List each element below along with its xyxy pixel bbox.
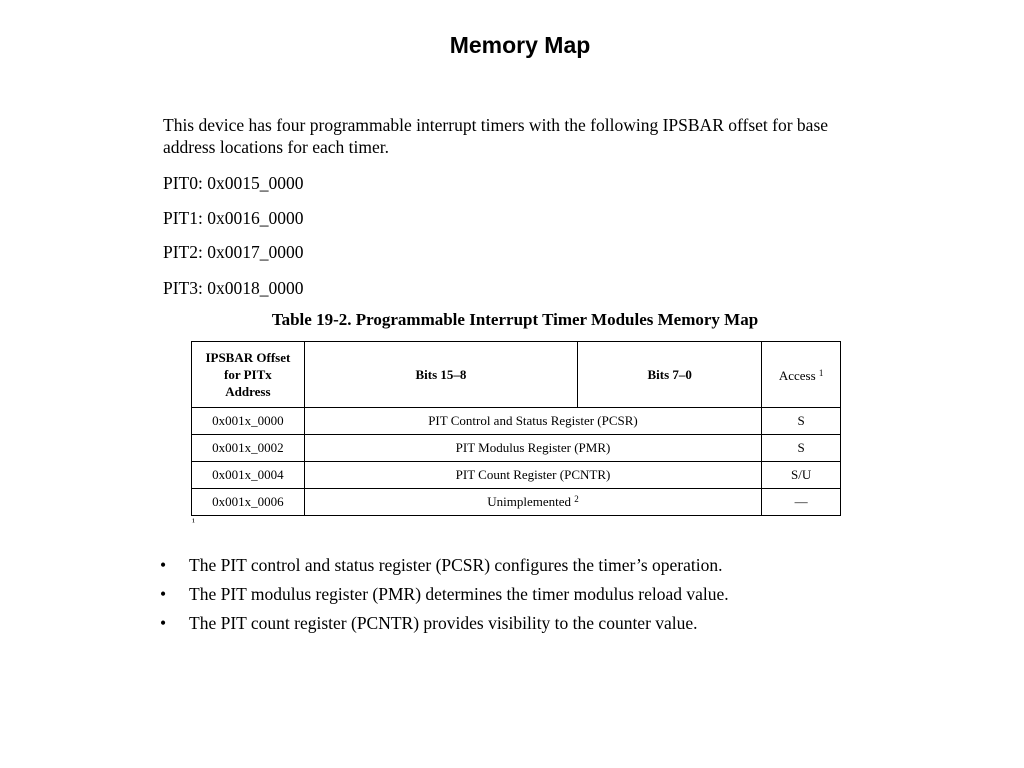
memory-map-table xyxy=(191,341,841,516)
bullet-list xyxy=(160,553,729,640)
cell-register: PIT Control and Status Register (PCSR) xyxy=(304,408,761,435)
header-offset xyxy=(192,342,305,408)
bullet-text: The PIT control and status register (PCSR) configures the timer’s operation. xyxy=(189,555,723,575)
pit-address-2: PIT2: 0x0017_0000 xyxy=(163,242,304,262)
header-access-note: 1 xyxy=(818,368,824,378)
table-row xyxy=(192,489,841,516)
cell-offset: 0x001x_0004 xyxy=(192,462,305,489)
table-caption: Table 19-2. Programmable Interrupt Timer Modules Memory Map xyxy=(271,310,759,329)
cell-register: PIT Count Register (PCNTR) xyxy=(304,462,761,489)
header-access-label: Access xyxy=(778,368,816,383)
pit-address-3: PIT3: 0x0018_0000 xyxy=(163,278,304,298)
page-title: Memory Map xyxy=(449,32,591,58)
cell-access: — xyxy=(762,489,841,516)
pit-address-0: PIT0: 0x0015_0000 xyxy=(163,173,304,193)
cell-offset: 0x001x_0000 xyxy=(192,408,305,435)
cell-register-text: Unimplemented xyxy=(487,494,571,509)
cell-register: PIT Modulus Register (PMR) xyxy=(304,435,761,462)
table-header-row xyxy=(192,342,841,408)
table-row xyxy=(192,408,841,435)
cell-access: S/U xyxy=(762,462,841,489)
pit-address-1: PIT1: 0x0016_0000 xyxy=(163,208,304,228)
cell-register-note: 2 xyxy=(574,494,579,504)
cell-offset: 0x001x_0006 xyxy=(192,489,305,516)
header-offset-line1: IPSBAR Offset xyxy=(205,350,291,365)
list-item xyxy=(160,611,729,640)
bullet-text: The PIT modulus register (PMR) determines the timer modulus reload value. xyxy=(189,584,729,604)
bullet-text: The PIT count register (PCNTR) provides visibility to the counter value. xyxy=(189,613,698,633)
header-offset-line2: for PITx xyxy=(223,367,272,382)
cell-access: S xyxy=(762,435,841,462)
intro-text: This device has four programmable interrupt timers with the following IPSBAR offset for base address locations for each timer. xyxy=(163,115,829,157)
cell-register xyxy=(304,489,761,516)
cell-offset: 0x001x_0002 xyxy=(192,435,305,462)
table-row xyxy=(192,462,841,489)
footnote-mark: ¹ xyxy=(192,517,195,528)
bullet-icon: • xyxy=(160,613,167,633)
header-bits-high: Bits 15–8 xyxy=(304,342,577,408)
bullet-icon: • xyxy=(160,584,167,604)
header-offset-line3: Address xyxy=(225,384,271,399)
table-row xyxy=(192,435,841,462)
cell-access: S xyxy=(762,408,841,435)
header-access xyxy=(762,342,841,408)
header-bits-low: Bits 7–0 xyxy=(578,342,762,408)
list-item xyxy=(160,582,729,611)
bullet-icon: • xyxy=(160,555,167,575)
list-item xyxy=(160,553,729,582)
intro-paragraph xyxy=(163,114,883,158)
